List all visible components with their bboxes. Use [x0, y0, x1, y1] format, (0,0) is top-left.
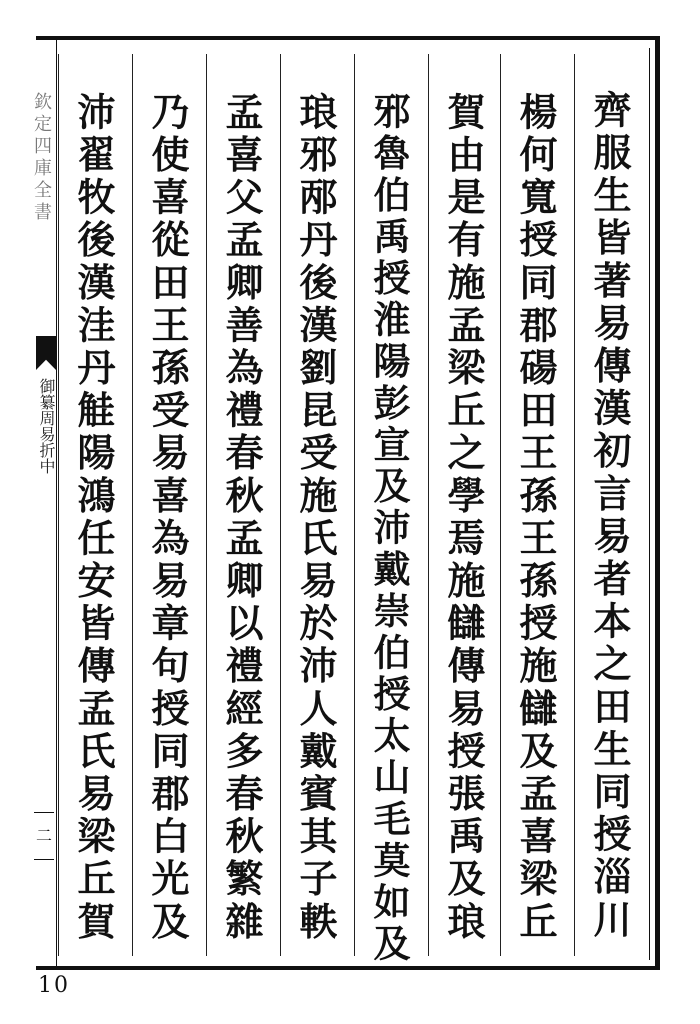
- column-text: 賀由是有施孟梁丘之學焉施讎傳易授張禹及琅: [441, 92, 486, 944]
- fold-series-title: 欽定四庫全書: [31, 92, 52, 224]
- text-column-2: [500, 54, 568, 956]
- column-text: 孟喜父孟卿善為禮春秋孟卿以禮經多春秋繁雜: [219, 92, 264, 944]
- column-text: 乃使喜從田王孫受易喜為易章句授同郡白光及: [145, 92, 190, 944]
- text-column-4: [354, 54, 422, 966]
- text-column-6: [206, 54, 274, 956]
- text-column-5: [280, 54, 348, 956]
- column-text: 琅邪邴丹後漢劉昆受施氏易於沛人戴賓其子軼: [293, 92, 338, 944]
- column-text: 楊何寬授同郡碭田王孫王孫授施讎及孟喜梁丘: [513, 92, 558, 944]
- fold-book-title: 御纂周易折中: [37, 378, 56, 474]
- page-stamp: 10: [38, 974, 70, 998]
- column-text: 邪魯伯禹授淮陽彭宣及沛戴崇伯授太山毛莫如及: [367, 92, 411, 966]
- text-column-8: [58, 54, 126, 956]
- text-column-3: [428, 54, 496, 956]
- text-column-7: [132, 54, 200, 956]
- column-text: 沛翟牧後漢洼丹觟陽鴻任安皆傳孟氏易梁丘賀: [71, 92, 116, 944]
- column-text: 齊服生皆著易傳漢初言易者本之田生同授淄川: [587, 90, 632, 942]
- fold-page-number: 二: [34, 812, 54, 860]
- text-column-1: [574, 54, 642, 956]
